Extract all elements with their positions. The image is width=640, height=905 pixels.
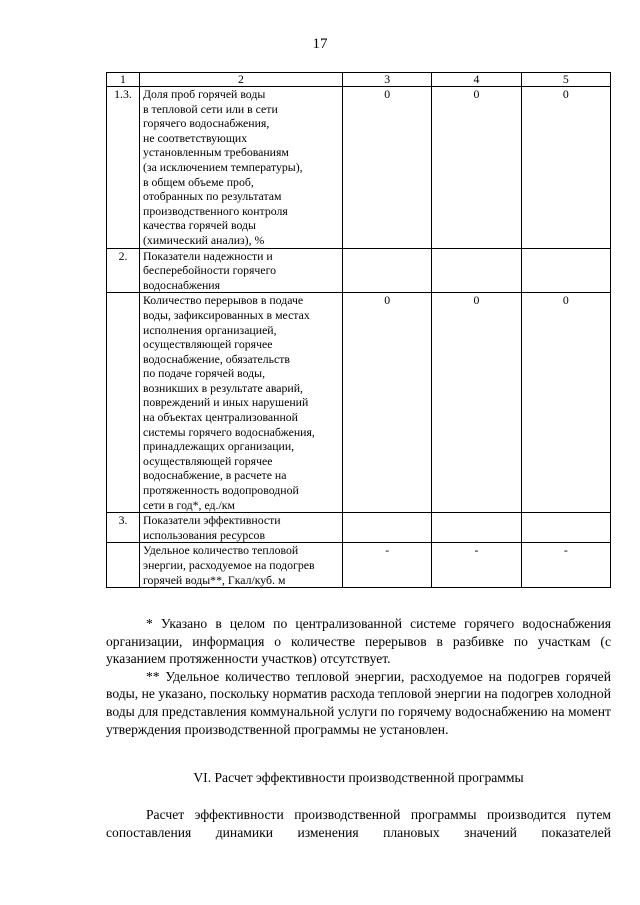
header-col-2: 2 [140,73,343,87]
row-value-5: - [521,543,610,588]
row-number: 2. [107,248,140,293]
table-row [107,248,611,293]
row-number: 3. [107,513,140,543]
table-header-row [107,73,611,87]
row-value-3: - [343,543,432,588]
row-indicator-text: Показатели надежности и бесперебойности горячего водоснабжения [143,248,277,292]
footnote-2: ** Удельное количество тепловой энергии, расходуемое на подогрев горячей воды, не указано, поскольку норматив расхода тепловой энергии на подогрев холодной воды для представления коммунальной услуги по горячему водоснабжению на момент утверждения производственной программы не установлен. [106,668,611,737]
row-indicator-text: Количество перерывов в подаче воды, зафиксированных в местах исполнения организацией, осуществляющей горячее водоснабжение, обязательств по подаче горячей воды, возникших в результате аварий, повреждений и иных нарушений на объектах централизованной системы горячего водоснабжения, принадлежащих организации, осуществляющей горячее водоснабжение, в расчете на протяженность водопроводной сети в год*, ед./км [143,293,315,512]
section-title: VI. Расчет эффективности производственной программы [193,770,524,785]
header-col-1: 1 [107,73,140,87]
header-col-4: 4 [432,73,521,87]
footnotes [106,615,611,738]
section-paragraph: Расчет эффективности производственной программы производится путем сопоставления динамики изменения плановых значений показателей [106,807,611,840]
row-indicator [140,513,343,543]
footnote-1: * Указано в целом по централизованной системе горячего водоснабжения организации, информация о количестве перерывов в разбивке по участкам (с указанием протяженности участков) отсутствует. [106,616,611,667]
header-col-5: 5 [521,73,610,87]
row-value-5 [521,248,610,293]
row-value-3 [343,248,432,293]
row-value-4: 0 [432,293,521,513]
row-value-5 [521,513,610,543]
table-row [107,87,611,249]
row-number: 1.3. [107,87,140,249]
row-indicator [140,87,343,249]
row-value-3 [343,513,432,543]
table-row [107,543,611,588]
indicators-table [106,72,611,588]
row-number [107,293,140,513]
row-indicator [140,543,343,588]
row-value-4: - [432,543,521,588]
page-number: 17 [312,36,328,52]
row-indicator-text: Доля проб горячей воды в тепловой сети или в сети горячего водоснабжения, не соответствующих установленным требованиям (за исключением температуры), в общем объеме проб, отобранных по результатам производственного контроля качества горячей воды (химический анализ), % [143,87,303,247]
row-value-5: 0 [521,293,610,513]
row-value-3: 0 [343,293,432,513]
row-value-5: 0 [521,87,610,249]
header-col-3: 3 [343,73,432,87]
row-value-4: 0 [432,87,521,249]
table-row [107,513,611,543]
row-value-3: 0 [343,87,432,249]
row-number [107,543,140,588]
row-value-4 [432,248,521,293]
section-body [106,806,611,841]
row-indicator-text: Удельное количество тепловой энергии, расходуемое на подогрев горячей воды**, Гкал/куб. м [143,543,315,587]
row-value-4 [432,513,521,543]
table-row [107,293,611,513]
row-indicator [140,293,343,513]
row-indicator [140,248,343,293]
row-indicator-text: Показатели эффективности использования ресурсов [143,513,281,542]
